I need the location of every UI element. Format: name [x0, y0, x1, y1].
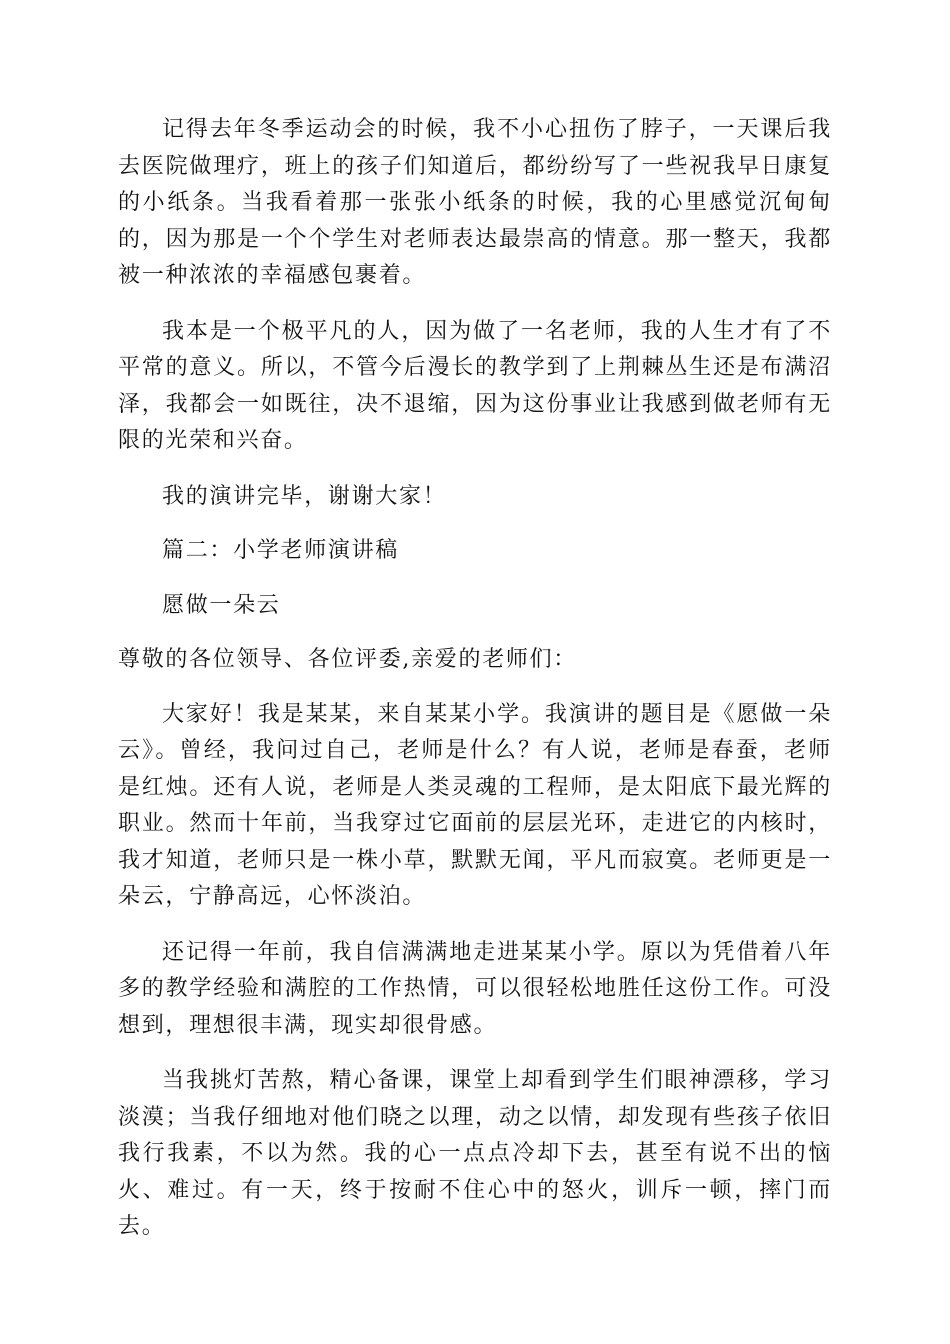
paragraph-ordinary-person: 我本是一个极平凡的人，因为做了一名老师，我的人生才有了不平常的意义。所以，不管今后漫长的教学到了上荆棘丛生还是布满沼泽，我都会一如既往，决不退缩，因为这份事业让我感到做老师有无限的光荣和兴奋。	[118, 318, 832, 453]
section-heading: 篇二：小学老师演讲稿	[162, 538, 400, 563]
paragraph-neck-injury: 记得去年冬季运动会的时候，我不小心扭伤了脖子，一天课后我去医院做理疗，班上的孩子们知道后，都纷纷写了一些祝我早日康复的小纸条。当我看着那一张张小纸条的时候，我的心里感觉沉甸甸的，因为那是一个个学生对老师表达最崇高的情意。那一整天，我都被一种浓浓的幸福感包裹着。	[118, 117, 832, 288]
paragraph-speech-end: 我的演讲完毕，谢谢大家！	[162, 483, 447, 509]
paragraph-frustration: 当我挑灯苦熬，精心备课，课堂上却看到学生们眼神漂移，学习淡漠；当我仔细地对他们晓之以理，动之以情，却发现有些孩子依旧我行我素，不以为然。我的心一点点冷却下去，甚至有说不出的恼火、难过。有一天，终于按耐不住心中的怒火，训斥一顿，摔门而去。	[118, 1068, 832, 1239]
speech-title: 愿做一朵云	[162, 592, 281, 618]
salutation: 尊敬的各位领导、各位评委,亲爱的老师们：	[118, 647, 577, 672]
document-page	[118, 112, 832, 1246]
paragraph-introduction: 大家好！我是某某，来自某某小学。我演讲的题目是《愿做一朵云》。曾经，我问过自己，老师是什么？有人说，老师是春蚕，老师是红烛。还有人说，老师是人类灵魂的工程师，是太阳底下最光辉的职业。然而十年前，当我穿过它面前的层层光环，走进它的内核时，我才知道，老师只是一株小草，默默无闻，平凡而寂寞。老师更是一朵云，宁静高远，心怀淡泊。	[118, 701, 832, 909]
paragraph-year-ago: 还记得一年前，我自信满满地走进某某小学。原以为凭借着八年多的教学经验和满腔的工作热情，可以很轻松地胜任这份工作。可没想到，理想很丰满，现实却很骨感。	[118, 939, 832, 1038]
